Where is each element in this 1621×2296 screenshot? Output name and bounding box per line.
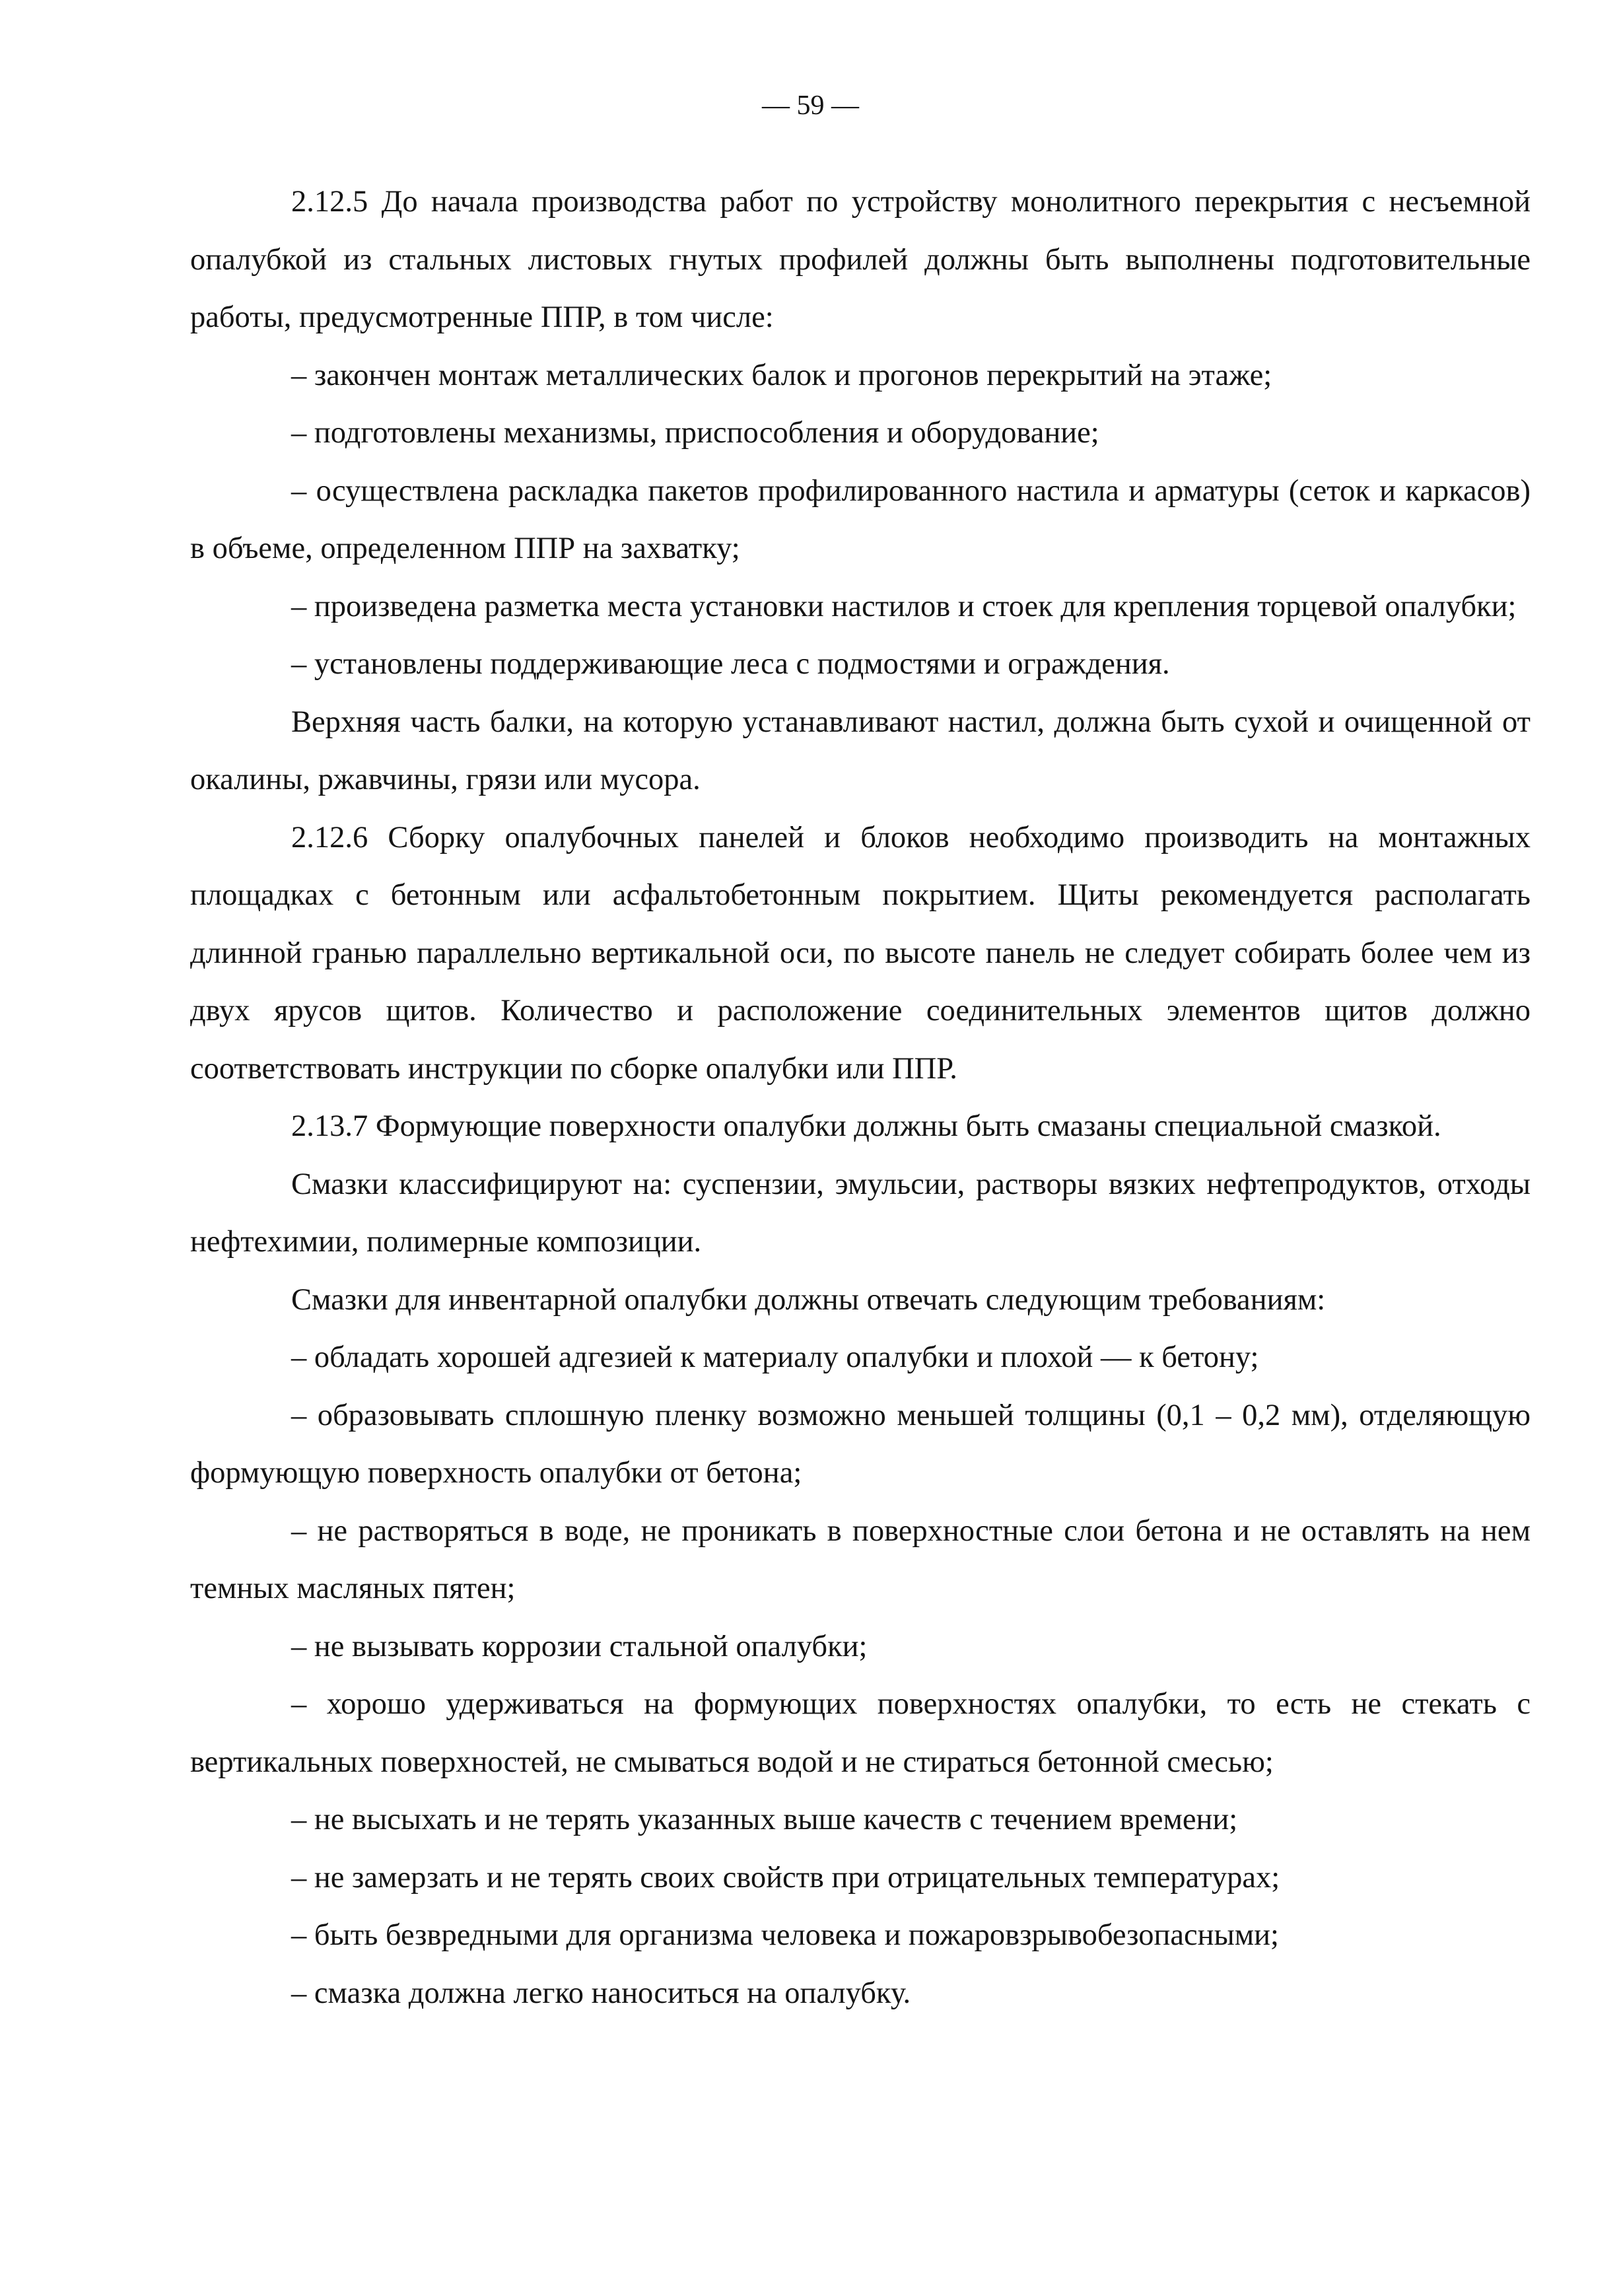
list-item: – подготовлены механизмы, приспособления и оборудование;	[291, 416, 1099, 450]
paragraph-2-12-5: 2.12.5 До начала производства работ по устройству монолитного перекрытия с несъемной опалубкой из стальных листовых гнутых профилей должны быть выполнены подготовительные работы, предусмотренные ППР, в том числе:	[190, 185, 1531, 334]
paragraph-lubricant-classes: Смазки классифицируют на: суспензии, эмульсии, растворы вязких нефтепродуктов, отходы нефтехимии, полимерные композиции.	[190, 1167, 1531, 1259]
paragraph-beam-surface: Верхняя часть балки, на которую устанавливают настил, должна быть сухой и очищенной от окалины, ржавчины, грязи или мусора.	[190, 705, 1531, 796]
list-item: – обладать хорошей адгезией к материалу опалубки и плохой — к бетону;	[291, 1340, 1259, 1374]
list-item: – закончен монтаж металлических балок и прогонов перекрытий на этаже;	[291, 358, 1272, 392]
list-item: – образовывать сплошную пленку возможно меньшей толщины (0,1 – 0,2 мм), отделяющую формующую поверхность опалубки от бетона;	[190, 1398, 1531, 1490]
list-item: – не замерзать и не терять своих свойств при отрицательных температурах;	[291, 1860, 1280, 1895]
list-item: – установлены поддерживающие леса с подмостями и ограждения.	[291, 647, 1170, 681]
paragraph-2-13-7: 2.13.7 Формующие поверхности опалубки должны быть смазаны специальной смазкой.	[291, 1109, 1441, 1143]
list-item: – не растворяться в воде, не проникать в поверхностные слои бетона и не оставлять на нем темных масляных пятен;	[190, 1513, 1531, 1605]
list-item: – хорошо удерживаться на формующих поверхностях опалубки, то есть не стекать с вертикальных поверхностей, не смываться водой и не стираться бетонной смесью;	[190, 1687, 1531, 1779]
list-item: – не высыхать и не терять указанных выше качеств с течением времени;	[291, 1803, 1238, 1836]
paragraph-2-12-6: 2.12.6 Сборку опалубочных панелей и блоков необходимо производить на монтажных площадках с бетонным или асфальтобетонным покрытием. Щиты рекомендуется располагать длинной гранью параллельно вертикальной оси, по высоте панель не следует собирать более чем из двух ярусов щитов. Количество и расположение соединительных элементов щитов должно соответствовать инструкции по сборке опалубки или ППР.	[190, 820, 1531, 1086]
paragraph-lubricant-requirements: Смазки для инвентарной опалубки должны отвечать следующим требованиям:	[291, 1282, 1326, 1317]
list-item: – произведена разметка места установки настилов и стоек для крепления торцевой опалубки;	[291, 589, 1517, 623]
list-item: – быть безвредными для организма человека и пожаровзрывобезопасными;	[291, 1918, 1279, 1952]
list-item: – не вызывать коррозии стальной опалубки;	[291, 1629, 868, 1663]
page-number: — 59 —	[762, 90, 859, 121]
list-item: – осуществлена раскладка пакетов профилированного настила и арматуры (сеток и каркасов) в объеме, определенном ППР на захватку;	[190, 473, 1531, 565]
document-body	[190, 173, 1531, 2022]
list-item: – смазка должна легко наноситься на опалубку.	[291, 1976, 911, 2010]
